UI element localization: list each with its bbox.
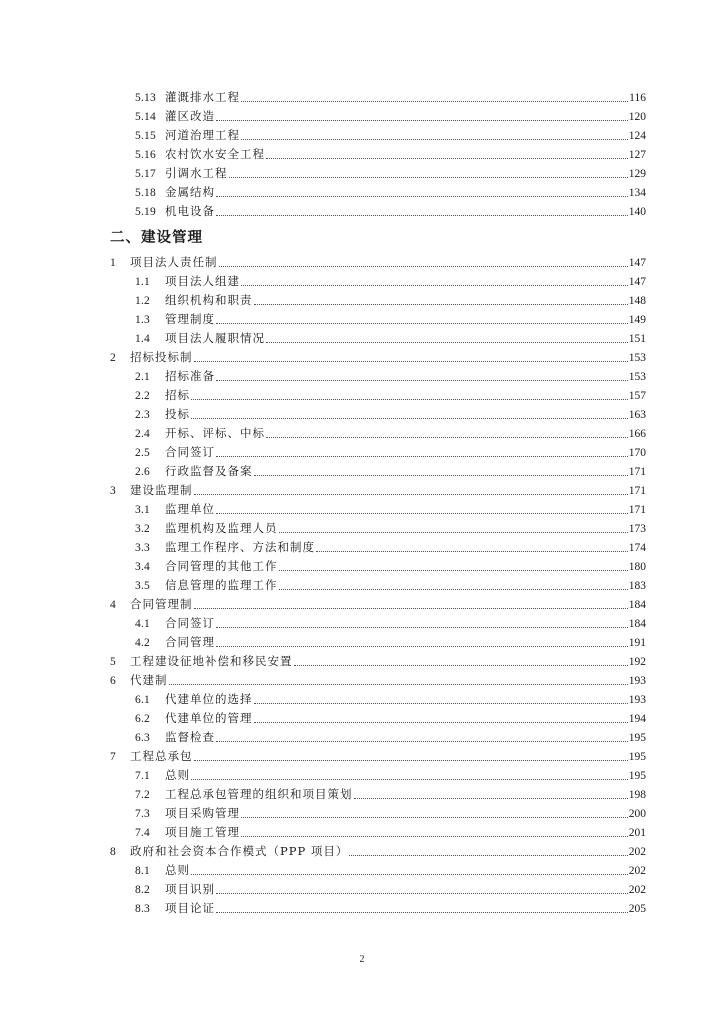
toc-entry[interactable]	[110, 145, 646, 164]
toc-entry-title: 项目识别	[165, 882, 215, 896]
dot-leader	[191, 874, 628, 875]
toc-entry-title: 工程总承包	[130, 749, 193, 763]
toc-entry-title: 总则	[165, 863, 190, 877]
toc-entry-page: 180	[628, 561, 646, 573]
toc-entry-page: 173	[628, 523, 646, 535]
toc-entry-title: 组织机构和职责	[165, 293, 253, 307]
toc-entry-page: 193	[628, 694, 646, 706]
toc-entry-page: 163	[628, 409, 646, 421]
toc-entry-page: 192	[628, 656, 646, 668]
toc-entry-title: 合同管理制	[130, 597, 193, 611]
toc-entry[interactable]	[110, 842, 646, 861]
toc-entry-title: 工程建设征地补偿和移民安置	[130, 654, 293, 668]
toc-entry-number: 2.6	[135, 466, 150, 478]
toc-entry-number: 5.14	[135, 111, 156, 123]
toc-entry[interactable]	[110, 576, 646, 595]
toc-entry[interactable]	[110, 899, 646, 918]
toc-entry-title: 金属结构	[165, 185, 215, 199]
toc-entry-title: 项目法人履职情况	[165, 331, 265, 345]
toc-entry-title: 项目采购管理	[165, 806, 240, 820]
toc-entry-title: 项目法人责任制	[130, 255, 218, 269]
toc-entry[interactable]	[110, 424, 646, 443]
dot-leader	[241, 101, 628, 102]
toc-entry-number: 4.2	[135, 637, 150, 649]
dot-leader	[216, 893, 628, 894]
toc-entry-number: 5.17	[135, 168, 156, 180]
toc-entry-number: 1.2	[135, 295, 150, 307]
toc-entry[interactable]	[110, 785, 646, 804]
toc-entry[interactable]	[110, 709, 646, 728]
toc-entry-number: 4	[110, 599, 116, 611]
dot-leader	[294, 665, 628, 666]
toc-entry[interactable]	[110, 538, 646, 557]
page-number: 2	[359, 954, 365, 965]
toc-entry[interactable]	[110, 126, 646, 145]
toc-entry-page: 153	[628, 352, 646, 364]
toc-entry-title: 代建单位的选择	[165, 692, 253, 706]
toc-entry-title: 合同签订	[165, 445, 215, 459]
toc-entry-page: 147	[628, 276, 646, 288]
toc-entry-page: 129	[628, 168, 646, 180]
toc-entry-number: 7.4	[135, 827, 150, 839]
toc-entry-page: 171	[628, 466, 646, 478]
toc-entry[interactable]	[110, 823, 646, 842]
toc-entry[interactable]	[110, 671, 646, 690]
toc-entry-page: 140	[628, 206, 646, 218]
toc-entry-number: 1.3	[135, 314, 150, 326]
dot-leader	[216, 215, 628, 216]
toc-entry-page: 194	[628, 713, 646, 725]
dot-leader	[254, 304, 628, 305]
dot-leader	[191, 399, 628, 400]
toc-entry-number: 1.4	[135, 333, 150, 345]
dot-leader	[241, 836, 628, 837]
toc-entry-title: 代建单位的管理	[165, 711, 253, 725]
dot-leader	[241, 817, 628, 818]
toc-entry-page: 202	[628, 884, 646, 896]
toc-entry-page: 124	[628, 130, 646, 142]
dot-leader	[216, 456, 628, 457]
toc-entry-page: 198	[628, 789, 646, 801]
dot-leader	[254, 475, 628, 476]
toc-entry[interactable]	[110, 595, 646, 614]
toc-entry-number: 2.5	[135, 447, 150, 459]
toc-entry-number: 1	[110, 257, 116, 269]
toc-entry-page: 134	[628, 187, 646, 199]
toc-entry-number: 8.1	[135, 865, 150, 877]
toc-entry-number: 5.18	[135, 187, 156, 199]
toc-entry-page: 147	[628, 257, 646, 269]
toc-entry[interactable]	[110, 481, 646, 500]
toc-entry-number: 3.3	[135, 542, 150, 554]
toc-entry-title: 管理制度	[165, 312, 215, 326]
toc-entry[interactable]	[110, 880, 646, 899]
toc-entry-number: 7.3	[135, 808, 150, 820]
dot-leader	[241, 139, 628, 140]
toc-entry[interactable]	[110, 804, 646, 823]
toc-entry-page: 149	[628, 314, 646, 326]
toc-entry[interactable]	[110, 861, 646, 880]
toc-entry[interactable]	[110, 348, 646, 367]
dot-leader	[216, 380, 628, 381]
toc-entry[interactable]	[110, 88, 646, 107]
toc-entry-page: 171	[628, 504, 646, 516]
toc-entry-title: 行政监督及备案	[165, 464, 253, 478]
toc-entry-number: 2.4	[135, 428, 150, 440]
toc-entry[interactable]	[110, 633, 646, 652]
toc-entry-page: 166	[628, 428, 646, 440]
toc-entry-title: 项目法人组建	[165, 274, 240, 288]
dot-leader	[216, 196, 628, 197]
toc-entry-title: 机电设备	[165, 204, 215, 218]
toc-entry-number: 7	[110, 751, 116, 763]
dot-leader	[194, 760, 628, 761]
toc-entry[interactable]	[110, 183, 646, 202]
toc-entry-page: 170	[628, 447, 646, 459]
toc-entry-title: 合同管理的其他工作	[165, 559, 278, 573]
toc-entry-page: 153	[628, 371, 646, 383]
dot-leader	[216, 323, 628, 324]
dot-leader	[241, 285, 628, 286]
dot-leader	[254, 703, 628, 704]
dot-leader	[169, 684, 628, 685]
toc-entry-page: 183	[628, 580, 646, 592]
toc-entry[interactable]	[110, 728, 646, 747]
dot-leader	[266, 437, 628, 438]
toc-entry-page: 151	[628, 333, 646, 345]
toc-entry-title: 招标	[165, 388, 190, 402]
toc-entry[interactable]	[110, 690, 646, 709]
toc-entry[interactable]	[110, 747, 646, 766]
dot-leader	[216, 741, 628, 742]
toc-entry[interactable]	[110, 272, 646, 291]
dot-leader	[229, 177, 628, 178]
toc-entry-number: 8.2	[135, 884, 150, 896]
dot-leader	[194, 361, 628, 362]
toc-entry[interactable]	[110, 329, 646, 348]
dot-leader	[279, 532, 628, 533]
dot-leader	[354, 798, 628, 799]
toc-entry-title: 建设监理制	[130, 483, 193, 497]
toc-entry-page: 171	[628, 485, 646, 497]
toc-entry[interactable]	[110, 462, 646, 481]
dot-leader	[219, 266, 628, 267]
toc-entry[interactable]	[110, 519, 646, 538]
dot-leader	[349, 855, 627, 856]
dot-leader	[216, 646, 628, 647]
dot-leader	[266, 158, 628, 159]
toc-entry-number: 2.1	[135, 371, 150, 383]
dot-leader	[279, 589, 628, 590]
dot-leader	[266, 342, 628, 343]
toc-entry-number: 2.3	[135, 409, 150, 421]
toc-entry-number: 7.1	[135, 770, 150, 782]
dot-leader	[279, 570, 628, 571]
toc-entry-page: 201	[628, 827, 646, 839]
toc-entry-title: 项目施工管理	[165, 825, 240, 839]
toc-entry-page: 202	[628, 865, 646, 877]
toc-entry-title: 引调水工程	[165, 166, 228, 180]
toc-entry[interactable]	[110, 405, 646, 424]
toc-entry[interactable]	[110, 202, 646, 221]
toc-entry-page: 195	[628, 770, 646, 782]
toc-entry[interactable]	[110, 253, 646, 272]
toc-entry-title: 监理工作程序、方法和制度	[165, 540, 315, 554]
toc-entry[interactable]	[110, 652, 646, 671]
toc-entry-number: 3	[110, 485, 116, 497]
toc-entry-title: 灌溉排水工程	[165, 90, 240, 104]
toc-entry[interactable]	[110, 291, 646, 310]
toc-entry-number: 3.1	[135, 504, 150, 516]
toc-entry-title: 项目论证	[165, 901, 215, 915]
toc-entry[interactable]	[110, 107, 646, 126]
toc-entry-number: 3.2	[135, 523, 150, 535]
toc-entry-number: 5.13	[135, 92, 156, 104]
toc-entry-page: 205	[628, 903, 646, 915]
dot-leader	[216, 912, 628, 913]
toc-entry-title: 监理单位	[165, 502, 215, 516]
toc-entry-page: 157	[628, 390, 646, 402]
toc-entry-number: 7.2	[135, 789, 150, 801]
dot-leader	[194, 494, 628, 495]
toc-entry-title: 合同签订	[165, 616, 215, 630]
toc-entry-title: 投标	[165, 407, 190, 421]
toc-entry-title: 河道治理工程	[165, 128, 240, 142]
toc-entry-number: 1.1	[135, 276, 150, 288]
toc-entry-number: 8.3	[135, 903, 150, 915]
toc-entry-title: 工程总承包管理的组织和项目策划	[165, 787, 353, 801]
toc-entry[interactable]	[110, 443, 646, 462]
toc-main-group	[110, 253, 646, 918]
toc-entry[interactable]	[110, 164, 646, 183]
toc-entry-page: 195	[628, 732, 646, 744]
toc-entry-page: 127	[628, 149, 646, 161]
section-heading: 二、建设管理	[110, 230, 203, 246]
dot-leader	[316, 551, 628, 552]
toc-entry-page: 120	[628, 111, 646, 123]
toc-entry-number: 6	[110, 675, 116, 687]
toc-entry[interactable]	[110, 367, 646, 386]
dot-leader	[191, 779, 628, 780]
toc-entry-title: 政府和社会资本合作模式（PPP 项目）	[130, 844, 349, 858]
toc-entry-page: 191	[628, 637, 646, 649]
dot-leader	[216, 120, 628, 121]
toc-entry-title: 开标、评标、中标	[165, 426, 265, 440]
dot-leader	[191, 418, 628, 419]
toc-entry-number: 6.2	[135, 713, 150, 725]
toc-entry-title: 代建制	[130, 673, 168, 687]
toc-entry-title: 农村饮水安全工程	[165, 147, 265, 161]
toc-entry-title: 招标准备	[165, 369, 215, 383]
toc-entry-page: 193	[628, 675, 646, 687]
toc-entry-number: 5.15	[135, 130, 156, 142]
dot-leader	[216, 627, 628, 628]
toc-entry-title: 监理机构及监理人员	[165, 521, 278, 535]
toc-entry-number: 8	[110, 846, 116, 858]
toc-entry-title: 信息管理的监理工作	[165, 578, 278, 592]
table-of-contents	[110, 88, 646, 918]
toc-entry-number: 6.1	[135, 694, 150, 706]
toc-entry-page: 200	[628, 808, 646, 820]
toc-entry[interactable]	[110, 614, 646, 633]
toc-entry-number: 2.2	[135, 390, 150, 402]
toc-entry-number: 3.4	[135, 561, 150, 573]
dot-leader	[216, 513, 628, 514]
toc-entry-page: 195	[628, 751, 646, 763]
toc-entry-number: 6.3	[135, 732, 150, 744]
toc-entry-number: 5	[110, 656, 116, 668]
toc-entry[interactable]	[110, 386, 646, 405]
toc-entry-page: 184	[628, 618, 646, 630]
toc-entry[interactable]	[110, 310, 646, 329]
toc-entry[interactable]	[110, 557, 646, 576]
toc-entry[interactable]	[110, 766, 646, 785]
dot-leader	[194, 608, 628, 609]
toc-entry-page: 184	[628, 599, 646, 611]
toc-entry-page: 202	[628, 846, 646, 858]
toc-entry-page: 116	[629, 92, 646, 104]
toc-entry-number: 4.1	[135, 618, 150, 630]
toc-entry-title: 合同管理	[165, 635, 215, 649]
toc-entry-number: 5.19	[135, 206, 156, 218]
dot-leader	[254, 722, 628, 723]
toc-entry-number: 5.16	[135, 149, 156, 161]
toc-entry[interactable]	[110, 500, 646, 519]
toc-entry-title: 灌区改造	[165, 109, 215, 123]
toc-entry-number: 2	[110, 352, 116, 364]
toc-entry-title: 总则	[165, 768, 190, 782]
toc-entry-page: 174	[628, 542, 646, 554]
toc-entry-title: 招标投标制	[130, 350, 193, 364]
toc-entry-title: 监督检查	[165, 730, 215, 744]
toc-top-group	[110, 88, 646, 221]
toc-entry-page: 148	[628, 295, 646, 307]
toc-entry-number: 3.5	[135, 580, 150, 592]
